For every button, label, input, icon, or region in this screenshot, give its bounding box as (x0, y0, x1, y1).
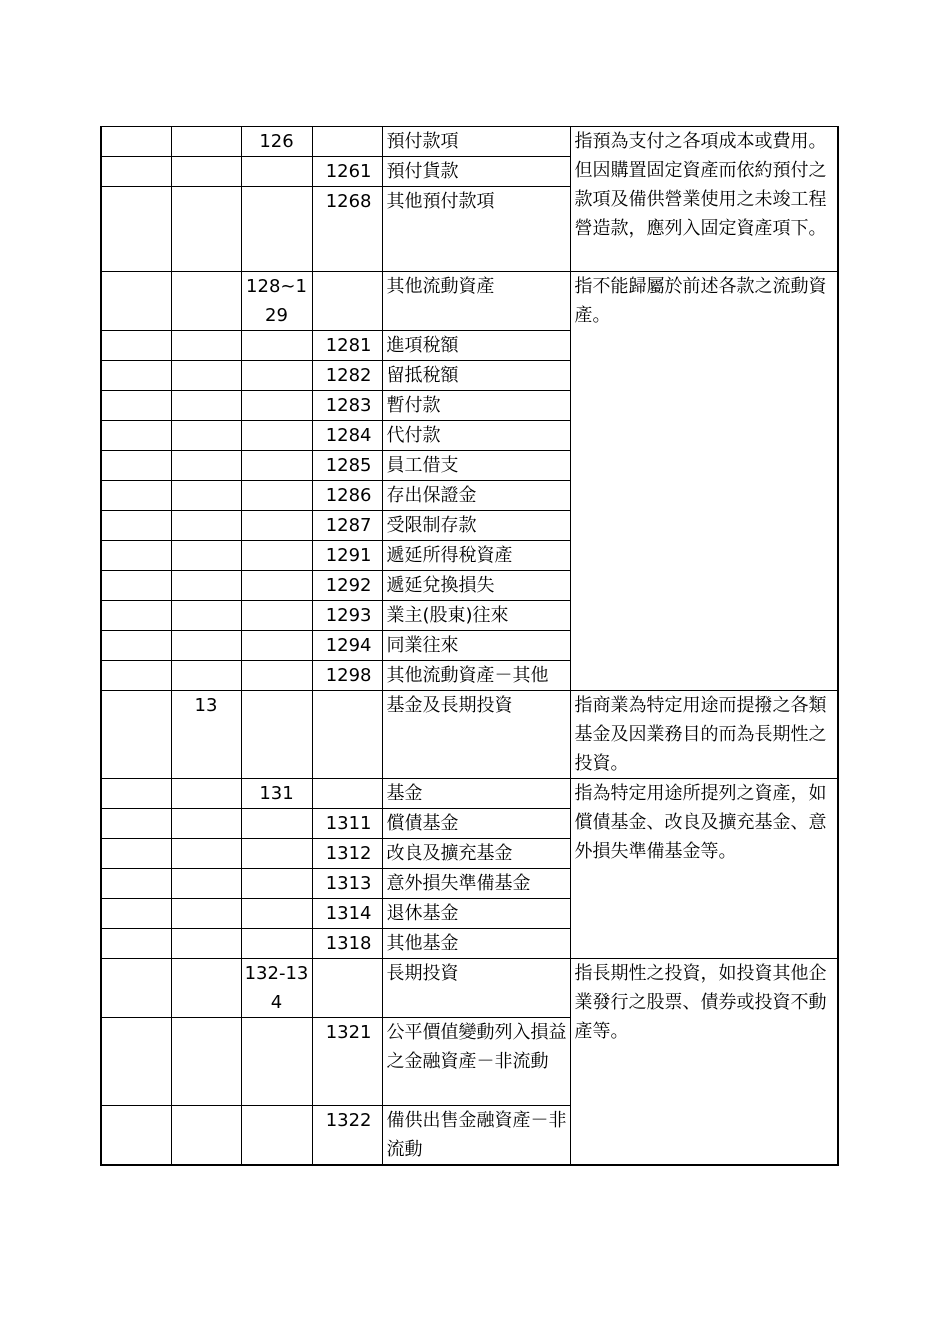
account-code (312, 959, 382, 1018)
level3-code: 131 (241, 779, 312, 809)
level3-code (241, 451, 312, 481)
level3-code (241, 631, 312, 661)
table-row (101, 959, 838, 1018)
level2-code (171, 451, 241, 481)
table-row (101, 127, 838, 157)
level2-code (171, 481, 241, 511)
level1-code (101, 481, 171, 511)
table-row (101, 691, 838, 779)
level2-code (171, 869, 241, 899)
level3-code (241, 1106, 312, 1166)
account-name: 改良及擴充基金 (382, 839, 570, 869)
level2-code (171, 187, 241, 272)
level1-code (101, 691, 171, 779)
account-table (100, 126, 839, 1166)
level2-code (171, 157, 241, 187)
account-code (312, 779, 382, 809)
account-code: 1284 (312, 421, 382, 451)
account-code: 1314 (312, 899, 382, 929)
account-description: 指長期性之投資，如投資其他企業發行之股票、債券或投資不動產等。 (570, 959, 838, 1166)
account-code: 1261 (312, 157, 382, 187)
account-name: 其他流動資產 (382, 272, 570, 331)
account-code: 1312 (312, 839, 382, 869)
account-name: 遞延兌換損失 (382, 571, 570, 601)
account-name: 其他預付款項 (382, 187, 570, 272)
account-code: 1283 (312, 391, 382, 421)
level2-code (171, 272, 241, 331)
account-code (312, 127, 382, 157)
level3-code (241, 511, 312, 541)
account-description: 指為特定用途所提列之資產，如償債基金、改良及擴充基金、意外損失準備基金等。 (570, 779, 838, 959)
level2-code (171, 929, 241, 959)
level3-code (241, 899, 312, 929)
level1-code (101, 421, 171, 451)
account-name: 受限制存款 (382, 511, 570, 541)
level3-code (241, 661, 312, 691)
level3-code (241, 809, 312, 839)
level3-code (241, 1018, 312, 1106)
account-name: 意外損失準備基金 (382, 869, 570, 899)
level1-code (101, 187, 171, 272)
level2-code: 13 (171, 691, 241, 779)
level1-code (101, 661, 171, 691)
level3-code (241, 541, 312, 571)
account-code: 1292 (312, 571, 382, 601)
level2-code (171, 127, 241, 157)
level3-code (241, 421, 312, 451)
level3-code: 128~129 (241, 272, 312, 331)
level1-code (101, 541, 171, 571)
level1-code (101, 157, 171, 187)
level1-code (101, 511, 171, 541)
account-code: 1287 (312, 511, 382, 541)
level1-code (101, 601, 171, 631)
level3-code (241, 187, 312, 272)
account-code: 1282 (312, 361, 382, 391)
level3-code (241, 331, 312, 361)
account-description: 指不能歸屬於前述各款之流動資產。 (570, 272, 838, 691)
level3-code (241, 929, 312, 959)
account-code: 1293 (312, 601, 382, 631)
level2-code (171, 1106, 241, 1166)
level2-code (171, 661, 241, 691)
account-code: 1322 (312, 1106, 382, 1166)
account-code: 1311 (312, 809, 382, 839)
level1-code (101, 929, 171, 959)
table-row (101, 779, 838, 809)
level2-code (171, 779, 241, 809)
account-name: 同業往來 (382, 631, 570, 661)
account-code: 1268 (312, 187, 382, 272)
account-code: 1285 (312, 451, 382, 481)
level2-code (171, 511, 241, 541)
level1-code (101, 1018, 171, 1106)
level1-code (101, 959, 171, 1018)
account-code: 1294 (312, 631, 382, 661)
level2-code (171, 601, 241, 631)
level1-code (101, 571, 171, 601)
level2-code (171, 631, 241, 661)
account-name: 業主(股東)往來 (382, 601, 570, 631)
account-code (312, 272, 382, 331)
account-code (312, 691, 382, 779)
account-name: 遞延所得稅資產 (382, 541, 570, 571)
level1-code (101, 779, 171, 809)
level1-code (101, 361, 171, 391)
level3-code (241, 601, 312, 631)
level2-code (171, 899, 241, 929)
account-name: 進項稅額 (382, 331, 570, 361)
level1-code (101, 391, 171, 421)
account-code: 1298 (312, 661, 382, 691)
level2-code (171, 809, 241, 839)
level2-code (171, 391, 241, 421)
account-name: 代付款 (382, 421, 570, 451)
account-name: 留抵稅額 (382, 361, 570, 391)
account-name: 暫付款 (382, 391, 570, 421)
account-description: 指預為支付之各項成本或費用。但因購置固定資產而依約預付之款項及備供營業使用之未竣工程營造款，應列入固定資產項下。 (570, 127, 838, 272)
level2-code (171, 959, 241, 1018)
level2-code (171, 571, 241, 601)
account-code: 1321 (312, 1018, 382, 1106)
level1-code (101, 899, 171, 929)
level1-code (101, 1106, 171, 1166)
level3-code (241, 691, 312, 779)
level1-code (101, 869, 171, 899)
account-name: 預付款項 (382, 127, 570, 157)
level3-code (241, 391, 312, 421)
level2-code (171, 541, 241, 571)
level3-code (241, 157, 312, 187)
level1-code (101, 839, 171, 869)
account-name: 員工借支 (382, 451, 570, 481)
account-code: 1281 (312, 331, 382, 361)
level3-code: 132-134 (241, 959, 312, 1018)
account-name: 償債基金 (382, 809, 570, 839)
account-description: 指商業為特定用途而提撥之各類基金及因業務目的而為長期性之投資。 (570, 691, 838, 779)
table-row (101, 272, 838, 331)
account-name: 長期投資 (382, 959, 570, 1018)
level3-code (241, 481, 312, 511)
level1-code (101, 809, 171, 839)
account-code: 1291 (312, 541, 382, 571)
account-name: 退休基金 (382, 899, 570, 929)
level2-code (171, 361, 241, 391)
account-name: 預付貨款 (382, 157, 570, 187)
account-code: 1286 (312, 481, 382, 511)
level2-code (171, 839, 241, 869)
account-name: 基金 (382, 779, 570, 809)
level1-code (101, 451, 171, 481)
level2-code (171, 421, 241, 451)
account-name: 基金及長期投資 (382, 691, 570, 779)
level3-code (241, 869, 312, 899)
level1-code (101, 331, 171, 361)
level2-code (171, 1018, 241, 1106)
account-code: 1318 (312, 929, 382, 959)
level1-code (101, 631, 171, 661)
account-name: 其他基金 (382, 929, 570, 959)
account-code: 1313 (312, 869, 382, 899)
account-name: 公平價值變動列入損益之金融資產－非流動 (382, 1018, 570, 1106)
level3-code: 126 (241, 127, 312, 157)
account-name: 存出保證金 (382, 481, 570, 511)
level1-code (101, 127, 171, 157)
account-name: 備供出售金融資產－非流動 (382, 1106, 570, 1166)
level3-code (241, 839, 312, 869)
level2-code (171, 331, 241, 361)
level1-code (101, 272, 171, 331)
level3-code (241, 571, 312, 601)
level3-code (241, 361, 312, 391)
account-name: 其他流動資產－其他 (382, 661, 570, 691)
